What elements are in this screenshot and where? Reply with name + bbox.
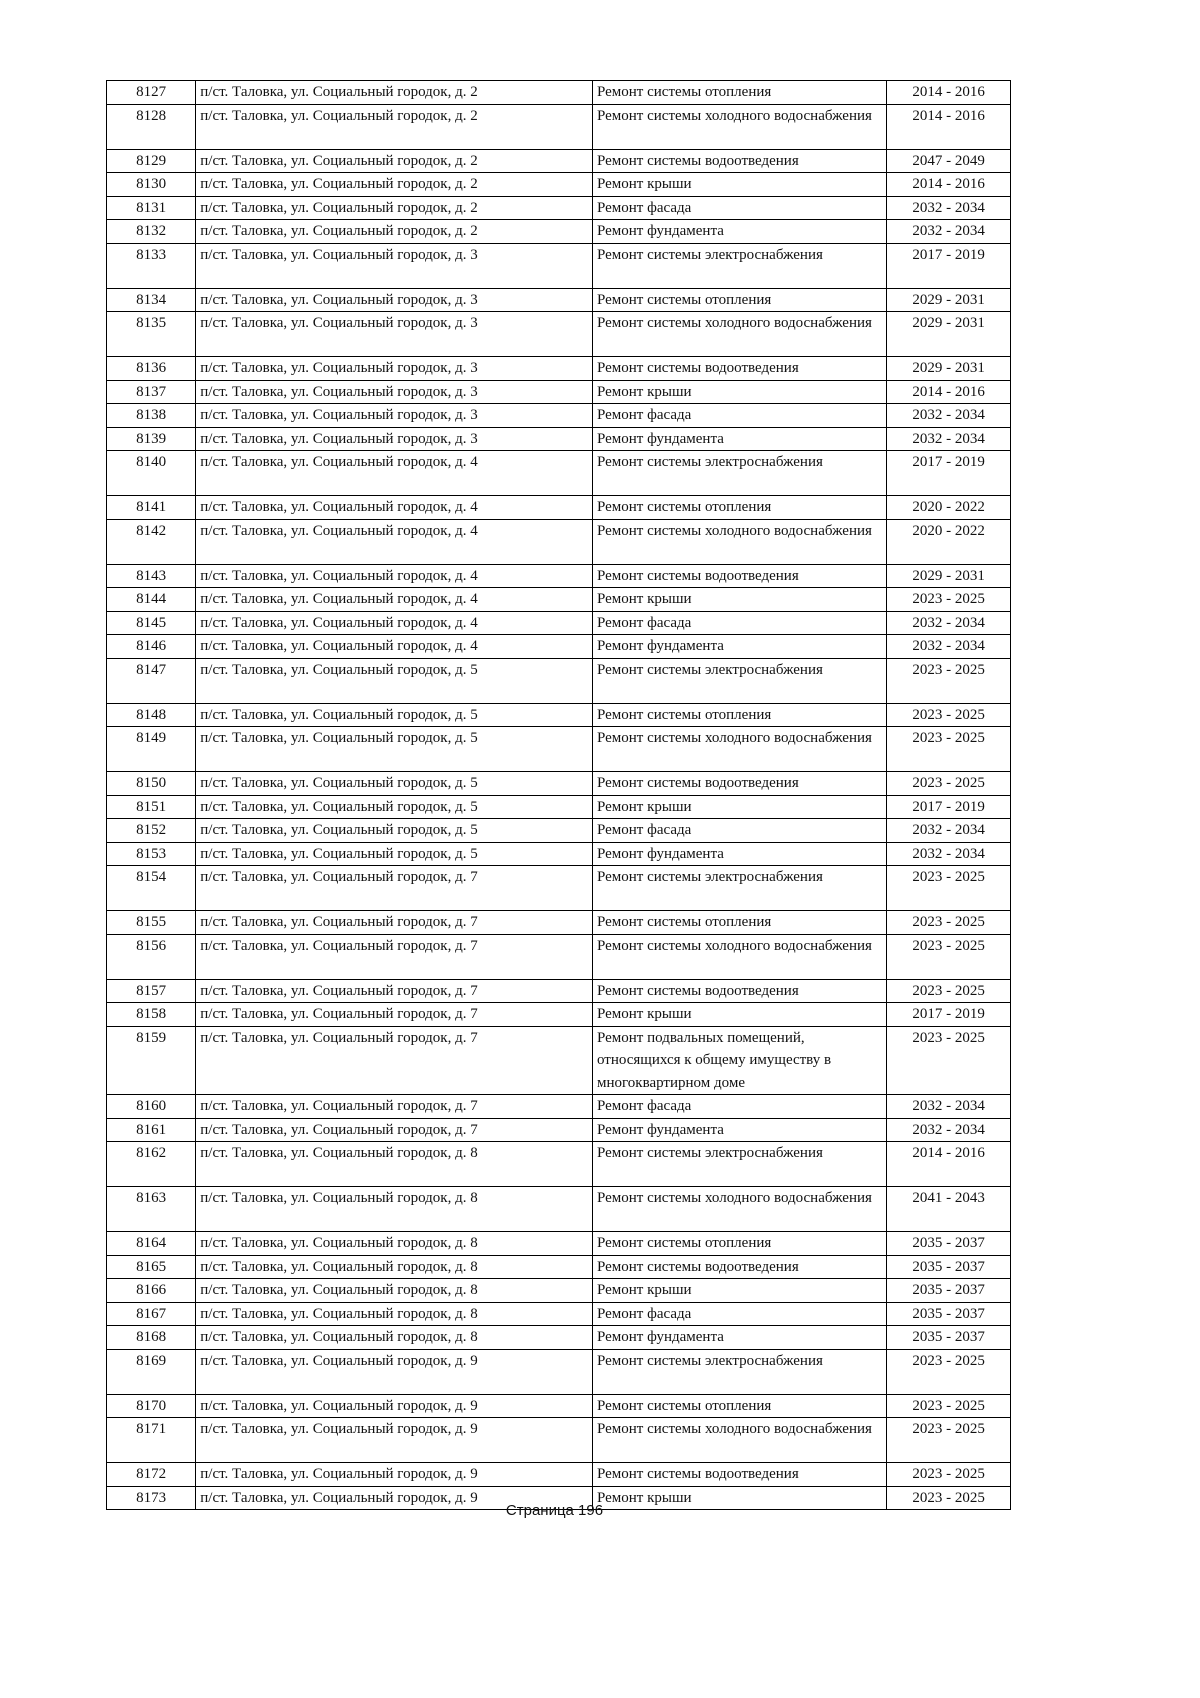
work-type-cell: Ремонт системы отопления <box>592 81 886 105</box>
period-cell: 2029 - 2031 <box>887 357 1011 381</box>
row-number-cell: 8138 <box>107 404 196 428</box>
table-row <box>107 196 1011 220</box>
repair-schedule-table <box>106 80 1011 1510</box>
table-row <box>107 842 1011 866</box>
table-row <box>107 588 1011 612</box>
table-row <box>107 1142 1011 1187</box>
period-cell: 2032 - 2034 <box>887 819 1011 843</box>
address-cell: п/ст. Таловка, ул. Социальный городок, д. 7 <box>196 979 593 1003</box>
work-type-cell: Ремонт фасада <box>592 404 886 428</box>
address-cell: п/ст. Таловка, ул. Социальный городок, д. 8 <box>196 1279 593 1303</box>
work-type-cell: Ремонт системы водоотведения <box>592 357 886 381</box>
period-cell: 2023 - 2025 <box>887 934 1011 979</box>
table-row <box>107 380 1011 404</box>
table-row <box>107 1302 1011 1326</box>
work-type-cell: Ремонт системы электроснабжения <box>592 658 886 703</box>
row-number-cell: 8136 <box>107 357 196 381</box>
work-type-cell: Ремонт системы водоотведения <box>592 1255 886 1279</box>
period-cell: 2029 - 2031 <box>887 564 1011 588</box>
address-cell: п/ст. Таловка, ул. Социальный городок, д. 2 <box>196 220 593 244</box>
address-cell: п/ст. Таловка, ул. Социальный городок, д. 5 <box>196 772 593 796</box>
address-cell: п/ст. Таловка, ул. Социальный городок, д. 2 <box>196 173 593 197</box>
period-cell: 2014 - 2016 <box>887 1142 1011 1187</box>
row-number-cell: 8153 <box>107 842 196 866</box>
row-number-cell: 8164 <box>107 1232 196 1256</box>
table-row <box>107 173 1011 197</box>
period-cell: 2023 - 2025 <box>887 658 1011 703</box>
period-cell: 2023 - 2025 <box>887 1394 1011 1418</box>
row-number-cell: 8158 <box>107 1003 196 1027</box>
work-type-cell: Ремонт системы отопления <box>592 703 886 727</box>
work-type-cell: Ремонт фундамента <box>592 842 886 866</box>
table-row <box>107 635 1011 659</box>
row-number-cell: 8140 <box>107 451 196 496</box>
address-cell: п/ст. Таловка, ул. Социальный городок, д. 3 <box>196 357 593 381</box>
table-row <box>107 979 1011 1003</box>
work-type-cell: Ремонт системы холодного водоснабжения <box>592 1187 886 1232</box>
table-row <box>107 312 1011 357</box>
row-number-cell: 8159 <box>107 1026 196 1095</box>
row-number-cell: 8146 <box>107 635 196 659</box>
row-number-cell: 8131 <box>107 196 196 220</box>
table-row <box>107 934 1011 979</box>
period-cell: 2023 - 2025 <box>887 1418 1011 1463</box>
work-type-cell: Ремонт системы водоотведения <box>592 979 886 1003</box>
table-row <box>107 1095 1011 1119</box>
period-cell: 2035 - 2037 <box>887 1232 1011 1256</box>
work-type-cell: Ремонт системы холодного водоснабжения <box>592 104 886 149</box>
table-row <box>107 427 1011 451</box>
address-cell: п/ст. Таловка, ул. Социальный городок, д. 7 <box>196 1095 593 1119</box>
row-number-cell: 8161 <box>107 1118 196 1142</box>
work-type-cell: Ремонт крыши <box>592 588 886 612</box>
table-row <box>107 104 1011 149</box>
address-cell: п/ст. Таловка, ул. Социальный городок, д. 8 <box>196 1187 593 1232</box>
work-type-cell: Ремонт системы водоотведения <box>592 772 886 796</box>
work-type-cell: Ремонт крыши <box>592 1486 886 1510</box>
work-type-cell: Ремонт системы отопления <box>592 288 886 312</box>
work-type-cell: Ремонт системы холодного водоснабжения <box>592 1418 886 1463</box>
row-number-cell: 8128 <box>107 104 196 149</box>
table-row <box>107 1003 1011 1027</box>
table-row <box>107 1255 1011 1279</box>
address-cell: п/ст. Таловка, ул. Социальный городок, д. 8 <box>196 1302 593 1326</box>
row-number-cell: 8143 <box>107 564 196 588</box>
table-row <box>107 149 1011 173</box>
table-row <box>107 795 1011 819</box>
address-cell: п/ст. Таловка, ул. Социальный городок, д. 7 <box>196 1118 593 1142</box>
period-cell: 2032 - 2034 <box>887 611 1011 635</box>
address-cell: п/ст. Таловка, ул. Социальный городок, д. 4 <box>196 611 593 635</box>
table-row <box>107 1187 1011 1232</box>
address-cell: п/ст. Таловка, ул. Социальный городок, д. 3 <box>196 427 593 451</box>
table-row <box>107 519 1011 564</box>
row-number-cell: 8147 <box>107 658 196 703</box>
row-number-cell: 8130 <box>107 173 196 197</box>
address-cell: п/ст. Таловка, ул. Социальный городок, д. 5 <box>196 658 593 703</box>
row-number-cell: 8168 <box>107 1326 196 1350</box>
work-type-cell: Ремонт фасада <box>592 611 886 635</box>
work-type-cell: Ремонт системы холодного водоснабжения <box>592 312 886 357</box>
address-cell: п/ст. Таловка, ул. Социальный городок, д. 4 <box>196 588 593 612</box>
table-row <box>107 1349 1011 1394</box>
period-cell: 2035 - 2037 <box>887 1326 1011 1350</box>
table-row <box>107 220 1011 244</box>
address-cell: п/ст. Таловка, ул. Социальный городок, д. 3 <box>196 404 593 428</box>
table-row <box>107 1463 1011 1487</box>
address-cell: п/ст. Таловка, ул. Социальный городок, д. 8 <box>196 1232 593 1256</box>
work-type-cell: Ремонт системы холодного водоснабжения <box>592 519 886 564</box>
address-cell: п/ст. Таловка, ул. Социальный городок, д. 9 <box>196 1463 593 1487</box>
row-number-cell: 8134 <box>107 288 196 312</box>
period-cell: 2035 - 2037 <box>887 1279 1011 1303</box>
address-cell: п/ст. Таловка, ул. Социальный городок, д. 4 <box>196 519 593 564</box>
period-cell: 2023 - 2025 <box>887 1349 1011 1394</box>
row-number-cell: 8133 <box>107 243 196 288</box>
period-cell: 2020 - 2022 <box>887 519 1011 564</box>
period-cell: 2014 - 2016 <box>887 380 1011 404</box>
address-cell: п/ст. Таловка, ул. Социальный городок, д. 8 <box>196 1142 593 1187</box>
period-cell: 2023 - 2025 <box>887 703 1011 727</box>
table-row <box>107 1394 1011 1418</box>
table-row <box>107 451 1011 496</box>
address-cell: п/ст. Таловка, ул. Социальный городок, д. 4 <box>196 564 593 588</box>
table-row <box>107 727 1011 772</box>
work-type-cell: Ремонт фасада <box>592 819 886 843</box>
address-cell: п/ст. Таловка, ул. Социальный городок, д. 4 <box>196 496 593 520</box>
address-cell: п/ст. Таловка, ул. Социальный городок, д. 5 <box>196 703 593 727</box>
row-number-cell: 8132 <box>107 220 196 244</box>
address-cell: п/ст. Таловка, ул. Социальный городок, д. 7 <box>196 1003 593 1027</box>
row-number-cell: 8163 <box>107 1187 196 1232</box>
period-cell: 2029 - 2031 <box>887 312 1011 357</box>
work-type-cell: Ремонт фасада <box>592 196 886 220</box>
address-cell: п/ст. Таловка, ул. Социальный городок, д. 5 <box>196 842 593 866</box>
work-type-cell: Ремонт системы отопления <box>592 496 886 520</box>
work-type-cell: Ремонт крыши <box>592 380 886 404</box>
row-number-cell: 8135 <box>107 312 196 357</box>
row-number-cell: 8137 <box>107 380 196 404</box>
period-cell: 2023 - 2025 <box>887 911 1011 935</box>
work-type-cell: Ремонт фундамента <box>592 427 886 451</box>
work-type-cell: Ремонт системы электроснабжения <box>592 866 886 911</box>
table-row <box>107 288 1011 312</box>
address-cell: п/ст. Таловка, ул. Социальный городок, д. 2 <box>196 149 593 173</box>
work-type-cell: Ремонт системы электроснабжения <box>592 1349 886 1394</box>
period-cell: 2035 - 2037 <box>887 1302 1011 1326</box>
address-cell: п/ст. Таловка, ул. Социальный городок, д. 7 <box>196 911 593 935</box>
work-type-cell: Ремонт системы водоотведения <box>592 149 886 173</box>
address-cell: п/ст. Таловка, ул. Социальный городок, д. 9 <box>196 1418 593 1463</box>
address-cell: п/ст. Таловка, ул. Социальный городок, д. 7 <box>196 866 593 911</box>
row-number-cell: 8151 <box>107 795 196 819</box>
work-type-cell: Ремонт системы отопления <box>592 1394 886 1418</box>
work-type-cell: Ремонт системы отопления <box>592 911 886 935</box>
table-row <box>107 658 1011 703</box>
row-number-cell: 8171 <box>107 1418 196 1463</box>
work-type-cell: Ремонт крыши <box>592 1279 886 1303</box>
row-number-cell: 8156 <box>107 934 196 979</box>
row-number-cell: 8157 <box>107 979 196 1003</box>
address-cell: п/ст. Таловка, ул. Социальный городок, д. 5 <box>196 819 593 843</box>
period-cell: 2023 - 2025 <box>887 1463 1011 1487</box>
period-cell: 2032 - 2034 <box>887 196 1011 220</box>
period-cell: 2035 - 2037 <box>887 1255 1011 1279</box>
period-cell: 2023 - 2025 <box>887 1026 1011 1095</box>
period-cell: 2023 - 2025 <box>887 772 1011 796</box>
period-cell: 2023 - 2025 <box>887 1486 1011 1510</box>
work-type-cell: Ремонт крыши <box>592 1003 886 1027</box>
row-number-cell: 8142 <box>107 519 196 564</box>
address-cell: п/ст. Таловка, ул. Социальный городок, д. 3 <box>196 288 593 312</box>
table-row <box>107 819 1011 843</box>
work-type-cell: Ремонт системы водоотведения <box>592 564 886 588</box>
table-row <box>107 1418 1011 1463</box>
period-cell: 2032 - 2034 <box>887 404 1011 428</box>
address-cell: п/ст. Таловка, ул. Социальный городок, д. 2 <box>196 104 593 149</box>
row-number-cell: 8144 <box>107 588 196 612</box>
work-type-cell: Ремонт подвальных помещений, относящихся к общему имуществу в многоквартирном доме <box>592 1026 886 1095</box>
period-cell: 2017 - 2019 <box>887 451 1011 496</box>
row-number-cell: 8170 <box>107 1394 196 1418</box>
period-cell: 2047 - 2049 <box>887 149 1011 173</box>
address-cell: п/ст. Таловка, ул. Социальный городок, д. 2 <box>196 81 593 105</box>
row-number-cell: 8160 <box>107 1095 196 1119</box>
row-number-cell: 8169 <box>107 1349 196 1394</box>
work-type-cell: Ремонт фундамента <box>592 635 886 659</box>
address-cell: п/ст. Таловка, ул. Социальный городок, д. 9 <box>196 1349 593 1394</box>
address-cell: п/ст. Таловка, ул. Социальный городок, д. 4 <box>196 635 593 659</box>
period-cell: 2017 - 2019 <box>887 243 1011 288</box>
row-number-cell: 8167 <box>107 1302 196 1326</box>
period-cell: 2032 - 2034 <box>887 427 1011 451</box>
address-cell: п/ст. Таловка, ул. Социальный городок, д. 8 <box>196 1326 593 1350</box>
table-row <box>107 703 1011 727</box>
work-type-cell: Ремонт фундамента <box>592 1118 886 1142</box>
table-row <box>107 81 1011 105</box>
address-cell: п/ст. Таловка, ул. Социальный городок, д. 7 <box>196 1026 593 1095</box>
address-cell: п/ст. Таловка, ул. Социальный городок, д. 5 <box>196 727 593 772</box>
period-cell: 2032 - 2034 <box>887 842 1011 866</box>
table-body <box>107 81 1011 1510</box>
work-type-cell: Ремонт системы водоотведения <box>592 1463 886 1487</box>
address-cell: п/ст. Таловка, ул. Социальный городок, д. 8 <box>196 1255 593 1279</box>
table-row <box>107 564 1011 588</box>
period-cell: 2032 - 2034 <box>887 1095 1011 1119</box>
table-row <box>107 1232 1011 1256</box>
work-type-cell: Ремонт системы электроснабжения <box>592 451 886 496</box>
work-type-cell: Ремонт фасада <box>592 1302 886 1326</box>
work-type-cell: Ремонт системы отопления <box>592 1232 886 1256</box>
period-cell: 2020 - 2022 <box>887 496 1011 520</box>
table-row <box>107 357 1011 381</box>
address-cell: п/ст. Таловка, ул. Социальный городок, д. 3 <box>196 380 593 404</box>
page-number: Страница 196 <box>505 1502 604 1519</box>
period-cell: 2029 - 2031 <box>887 288 1011 312</box>
table-row <box>107 243 1011 288</box>
period-cell: 2032 - 2034 <box>887 635 1011 659</box>
period-cell: 2041 - 2043 <box>887 1187 1011 1232</box>
work-type-cell: Ремонт крыши <box>592 795 886 819</box>
table-row <box>107 911 1011 935</box>
address-cell: п/ст. Таловка, ул. Социальный городок, д. 3 <box>196 243 593 288</box>
row-number-cell: 8149 <box>107 727 196 772</box>
period-cell: 2014 - 2016 <box>887 173 1011 197</box>
row-number-cell: 8165 <box>107 1255 196 1279</box>
row-number-cell: 8150 <box>107 772 196 796</box>
address-cell: п/ст. Таловка, ул. Социальный городок, д. 7 <box>196 934 593 979</box>
address-cell: п/ст. Таловка, ул. Социальный городок, д. 2 <box>196 196 593 220</box>
table-row <box>107 1326 1011 1350</box>
period-cell: 2023 - 2025 <box>887 979 1011 1003</box>
table-row <box>107 404 1011 428</box>
address-cell: п/ст. Таловка, ул. Социальный городок, д. 9 <box>196 1394 593 1418</box>
work-type-cell: Ремонт системы холодного водоснабжения <box>592 727 886 772</box>
address-cell: п/ст. Таловка, ул. Социальный городок, д. 5 <box>196 795 593 819</box>
row-number-cell: 8173 <box>107 1486 196 1510</box>
table-row <box>107 1279 1011 1303</box>
row-number-cell: 8127 <box>107 81 196 105</box>
period-cell: 2017 - 2019 <box>887 1003 1011 1027</box>
work-type-cell: Ремонт системы холодного водоснабжения <box>592 934 886 979</box>
table-row <box>107 772 1011 796</box>
row-number-cell: 8166 <box>107 1279 196 1303</box>
period-cell: 2023 - 2025 <box>887 866 1011 911</box>
address-cell: п/ст. Таловка, ул. Социальный городок, д. 3 <box>196 312 593 357</box>
period-cell: 2014 - 2016 <box>887 104 1011 149</box>
work-type-cell: Ремонт системы электроснабжения <box>592 243 886 288</box>
work-type-cell: Ремонт фундамента <box>592 220 886 244</box>
row-number-cell: 8154 <box>107 866 196 911</box>
period-cell: 2017 - 2019 <box>887 795 1011 819</box>
row-number-cell: 8172 <box>107 1463 196 1487</box>
row-number-cell: 8139 <box>107 427 196 451</box>
row-number-cell: 8152 <box>107 819 196 843</box>
table-row <box>107 1026 1011 1095</box>
period-cell: 2032 - 2034 <box>887 1118 1011 1142</box>
address-cell: п/ст. Таловка, ул. Социальный городок, д. 9 <box>196 1486 593 1510</box>
work-type-cell: Ремонт системы электроснабжения <box>592 1142 886 1187</box>
table-row <box>107 866 1011 911</box>
row-number-cell: 8148 <box>107 703 196 727</box>
period-cell: 2014 - 2016 <box>887 81 1011 105</box>
row-number-cell: 8141 <box>107 496 196 520</box>
row-number-cell: 8129 <box>107 149 196 173</box>
work-type-cell: Ремонт фундамента <box>592 1326 886 1350</box>
work-type-cell: Ремонт крыши <box>592 173 886 197</box>
period-cell: 2032 - 2034 <box>887 220 1011 244</box>
table-row <box>107 611 1011 635</box>
row-number-cell: 8162 <box>107 1142 196 1187</box>
table-row <box>107 496 1011 520</box>
period-cell: 2023 - 2025 <box>887 727 1011 772</box>
address-cell: п/ст. Таловка, ул. Социальный городок, д. 4 <box>196 451 593 496</box>
work-type-cell: Ремонт фасада <box>592 1095 886 1119</box>
period-cell: 2023 - 2025 <box>887 588 1011 612</box>
table-row <box>107 1118 1011 1142</box>
row-number-cell: 8145 <box>107 611 196 635</box>
row-number-cell: 8155 <box>107 911 196 935</box>
